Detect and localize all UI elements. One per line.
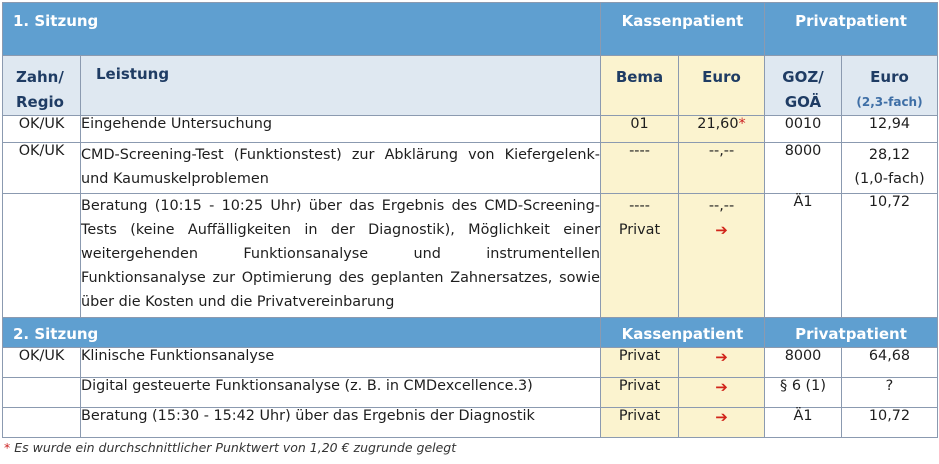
table-row: OK/UK Klinische Funktionsanalyse Privat ➔ 8000 64,68 xyxy=(3,348,938,378)
col-leistung: Leistung xyxy=(81,56,601,116)
session-2-header xyxy=(3,318,938,348)
table-row: OK/UK Eingehende Untersuchung 01 21,60* 0010 12,94 xyxy=(3,116,938,143)
kassenpatient-label: Kassenpatient xyxy=(601,318,765,348)
right-arrow-icon: ➔ xyxy=(715,221,728,239)
column-header-row xyxy=(3,56,938,116)
session-1-header xyxy=(3,3,938,56)
session-2-title: 2. Sitzung xyxy=(3,318,601,348)
privatpatient-label: Privatpatient xyxy=(765,3,938,56)
table-row: Digital gesteuerte Funktionsanalyse (z. B. in CMDexcellence.3) Privat ➔ § 6 (1) ? xyxy=(3,378,938,408)
right-arrow-icon: ➔ xyxy=(679,408,765,438)
col-euro: Euro xyxy=(679,56,765,116)
table-row: Beratung (15:30 - 15:42 Uhr) über das Ergebnis der Diagnostik Privat ➔ Ä1 10,72 xyxy=(3,408,938,438)
col-euro-private: Euro (2,3-fach) xyxy=(842,56,938,116)
table-row: OK/UK CMD-Screening-Test (Funktionstest) zur Abklärung von Kiefergelenk- und Kaumuskelproblemen ---- --,-- 8000 28,12 (1,0-fach) xyxy=(3,143,938,194)
session-1-title: 1. Sitzung xyxy=(3,3,601,56)
kassenpatient-label: Kassenpatient xyxy=(601,3,765,56)
footnote-marker: * xyxy=(738,116,746,132)
right-arrow-icon: ➔ xyxy=(679,348,765,378)
col-goz-goa: GOZ/ GOÄ xyxy=(765,56,842,116)
col-zahn-regio: Zahn/ Regio xyxy=(3,56,81,116)
fee-table xyxy=(2,2,938,438)
footnote: * Es wurde ein durchschnittlicher Punktwert von 1,20 € zugrunde gelegt xyxy=(4,440,457,455)
table-row: Beratung (10:15 - 10:25 Uhr) über das Ergebnis des CMD-Screening-Tests (keine Auffälligkeiten in der Diagnostik), Möglichkeit einer weitergehenden Funktionsanalyse und instrumentellen Funktionsanalyse zur Optimierung des geplanten Zahnersatzes, sowie über die Kosten und die Privatvereinbarung ---- Privat --,-- ➔ Ä1 10,72 xyxy=(3,194,938,318)
right-arrow-icon: ➔ xyxy=(679,378,765,408)
col-bema: Bema xyxy=(601,56,679,116)
privatpatient-label: Privatpatient xyxy=(765,318,938,348)
